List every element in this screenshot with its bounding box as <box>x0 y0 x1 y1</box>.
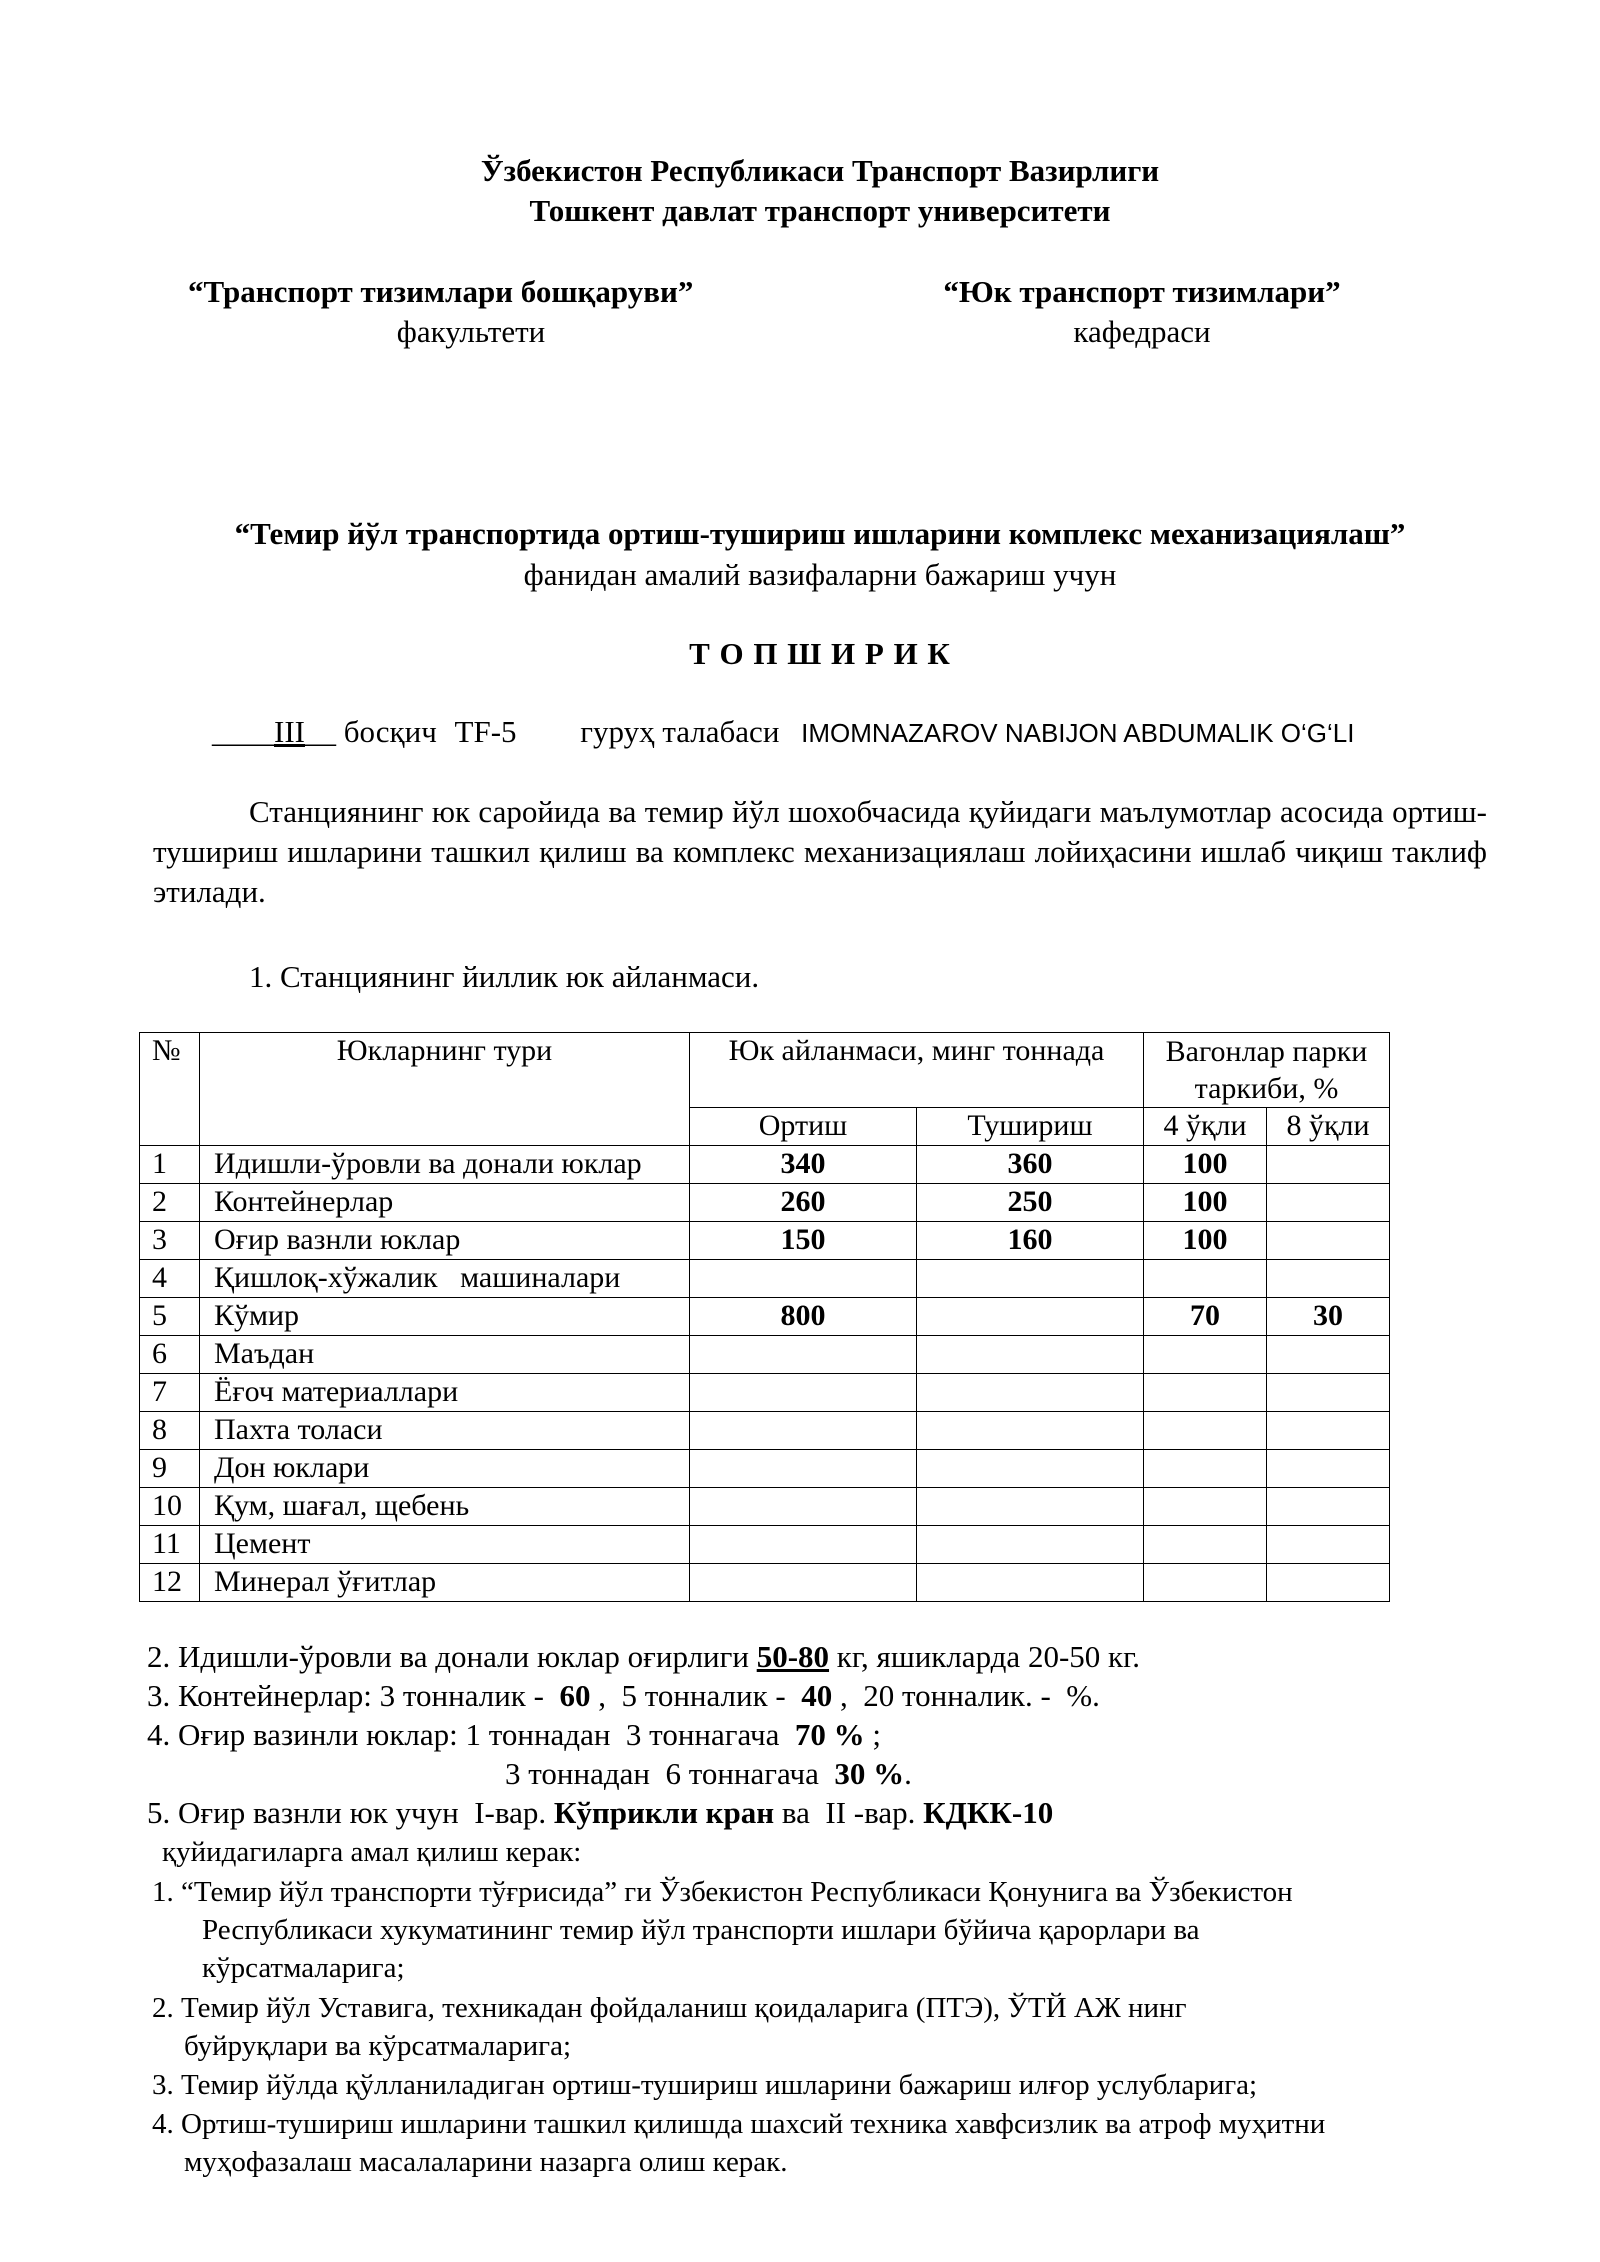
item-4-value-2: 30 % <box>834 1756 905 1791</box>
header-axle8: 8 ўқли <box>1267 1108 1390 1146</box>
row-load <box>690 1450 917 1488</box>
row-load <box>690 1564 917 1602</box>
faculty-name: “Транспорт тизимлари бошқаруви” <box>188 274 694 309</box>
row-cargo-name: Пахта толаси <box>200 1412 690 1450</box>
section-1-title: 1. Станциянинг йиллик юк айланмаси. <box>249 959 760 994</box>
row-no: 2 <box>140 1184 200 1222</box>
subject-subtitle: фанидан амалий вазифаларни бажариш учун <box>523 557 1117 592</box>
ministry-heading: Ўзбекистон Республикаси Транспорт Вазирлиги <box>480 153 1160 188</box>
row-load <box>690 1412 917 1450</box>
row-no: 10 <box>140 1488 200 1526</box>
row-cargo-name: Қум, шағал, щебень <box>200 1488 690 1526</box>
row-load: 150 <box>690 1222 917 1260</box>
stage-prefix: ____ <box>212 714 274 749</box>
item-2-suffix: кг, яшикларда 20-50 кг. <box>829 1639 1141 1674</box>
item-4-line-2 <box>505 1755 912 1793</box>
row-axle4 <box>1144 1564 1267 1602</box>
row-axle8: 30 <box>1267 1298 1390 1336</box>
item-5-crane-1: Кўприкли кран <box>553 1795 775 1830</box>
table-row <box>140 1526 1390 1564</box>
requirement-1-line-3: кўрсатмаларига; <box>202 1952 405 1984</box>
header-turnover: Юк айланмаси, минг тоннада <box>690 1033 1144 1108</box>
row-load <box>690 1260 917 1298</box>
row-no: 1 <box>140 1146 200 1184</box>
requirement-3-line-1: 3. Темир йўлда қўлланиладиган ортиш-тушириш ишларини бажариш илғор услубларига; <box>152 2069 1258 2101</box>
row-no: 6 <box>140 1336 200 1374</box>
row-no: 11 <box>140 1526 200 1564</box>
row-unload <box>917 1450 1144 1488</box>
requirement-4-line-1: 4. Ортиш-тушириш ишларини ташкил қилишда шахсий техника хавфсизлик ва атроф муҳитни <box>152 2108 1326 2140</box>
row-unload <box>917 1374 1144 1412</box>
row-axle8 <box>1267 1488 1390 1526</box>
intro-paragraph: Станциянинг юк саройида ва темир йўл шохобчасида қуйидаги маълумотлар асосида ортиш-тушириш ишларини ташкил қилиш ва комплекс механизациялаш лойиҳасини ишлаб чиқиш таклиф этилади. <box>153 794 1487 909</box>
row-axle4 <box>1144 1526 1267 1564</box>
row-cargo-name: Дон юклари <box>200 1450 690 1488</box>
table-row <box>140 1184 1390 1222</box>
row-unload <box>917 1298 1144 1336</box>
requirement-2-line-1: 2. Темир йўл Уставига, техникадан фойдаланиш қоидаларига (ПТЭ), ЎТЙ АЖ нинг <box>152 1992 1187 2024</box>
item-4-prefix: 4. Оғир вазинли юклар: 1 тоннадан 3 тоннагача <box>147 1717 795 1752</box>
requirement-1-line-2: Республикаси хукуматининг темир йўл транспорти ишлари бўйича қарорлари ва <box>202 1914 1200 1946</box>
row-axle4 <box>1144 1488 1267 1526</box>
stage-word: босқич <box>343 714 437 749</box>
requirement-1-line-1: 1. “Темир йўл транспорти тўғрисида” ги Ўзбекистон Республикаси Қонунига ва Ўзбекистон <box>152 1876 1293 1908</box>
item-3-value-3t: 60 <box>559 1678 591 1713</box>
department-name: “Юк транспорт тизимлари” <box>943 274 1341 309</box>
row-load <box>690 1488 917 1526</box>
item-3 <box>147 1677 1100 1715</box>
row-no: 8 <box>140 1412 200 1450</box>
subject-title: “Темир йўл транспортида ортиш-тушириш ишларини комплекс механизациялаш” <box>234 516 1406 551</box>
group-word: гуруҳ талабаси <box>580 714 780 749</box>
header-load: Ортиш <box>690 1108 917 1146</box>
row-axle8 <box>1267 1374 1390 1412</box>
row-unload: 360 <box>917 1146 1144 1184</box>
item-5-mid: ва II -вар. <box>774 1795 924 1830</box>
item-5-prefix: 5. Оғир вазнли юк учун I-вар. <box>147 1795 554 1830</box>
row-axle8 <box>1267 1564 1390 1602</box>
table-row <box>140 1488 1390 1526</box>
row-axle4: 100 <box>1144 1222 1267 1260</box>
stage-value: III <box>274 714 305 749</box>
row-axle4: 100 <box>1144 1146 1267 1184</box>
row-no: 9 <box>140 1450 200 1488</box>
row-cargo-name: Маъдан <box>200 1336 690 1374</box>
row-load <box>690 1526 917 1564</box>
row-unload <box>917 1488 1144 1526</box>
table-row <box>140 1374 1390 1412</box>
table-header-row <box>140 1033 1390 1108</box>
table-row <box>140 1564 1390 1602</box>
student-name: IMOMNAZAROV NABIJON ABDUMALIK O‘G‘LI <box>801 718 1355 748</box>
stage-suffix: __ <box>304 714 336 749</box>
row-axle4 <box>1144 1450 1267 1488</box>
row-load: 260 <box>690 1184 917 1222</box>
row-axle8 <box>1267 1260 1390 1298</box>
table-row <box>140 1260 1390 1298</box>
row-axle4 <box>1144 1336 1267 1374</box>
item-4-suffix-1: ; <box>864 1717 881 1752</box>
table-row <box>140 1222 1390 1260</box>
comply-line: қуйидагиларга амал қилиш керак: <box>162 1836 582 1868</box>
item-4-line-2-prefix: 3 тоннадан 6 тоннагача <box>505 1756 835 1791</box>
item-4-value-1: 70 % <box>794 1717 865 1752</box>
row-unload: 160 <box>917 1222 1144 1260</box>
row-unload <box>917 1564 1144 1602</box>
item-4 <box>147 1716 881 1754</box>
row-no: 3 <box>140 1222 200 1260</box>
row-load: 800 <box>690 1298 917 1336</box>
table-row <box>140 1450 1390 1488</box>
requirement-2-line-2: буйруқлари ва кўрсатмаларига; <box>184 2030 571 2062</box>
row-unload <box>917 1260 1144 1298</box>
row-cargo-name: Қишлоқ-хўжалик машиналари <box>200 1260 690 1298</box>
header-cargo-type: Юкларнинг тури <box>200 1033 690 1146</box>
cargo-turnover-table <box>139 1032 1390 1602</box>
faculty-label: факультети <box>396 314 546 349</box>
row-cargo-name: Оғир вазнли юклар <box>200 1222 690 1260</box>
row-axle8 <box>1267 1336 1390 1374</box>
row-no: 12 <box>140 1564 200 1602</box>
item-2-weight: 50-80 <box>756 1639 830 1674</box>
row-unload <box>917 1336 1144 1374</box>
row-axle8 <box>1267 1450 1390 1488</box>
item-4-suffix-2: . <box>904 1756 912 1791</box>
header-unload: Тушириш <box>917 1108 1144 1146</box>
row-cargo-name: Кўмир <box>200 1298 690 1336</box>
row-cargo-name: Контейнерлар <box>200 1184 690 1222</box>
row-axle4 <box>1144 1260 1267 1298</box>
item-3-value-5t: 40 <box>801 1678 833 1713</box>
table-row <box>140 1336 1390 1374</box>
row-cargo-name: Минерал ўғитлар <box>200 1564 690 1602</box>
row-axle8 <box>1267 1412 1390 1450</box>
table-row <box>140 1298 1390 1336</box>
requirement-4-line-2: муҳофазалаш масалаларини назарга олиш керак. <box>184 2146 788 2178</box>
row-unload <box>917 1526 1144 1564</box>
row-load <box>690 1374 917 1412</box>
department-label: кафедраси <box>1073 314 1211 349</box>
row-axle4 <box>1144 1412 1267 1450</box>
row-axle8 <box>1267 1184 1390 1222</box>
row-cargo-name: Цемент <box>200 1526 690 1564</box>
item-3-prefix: 3. Контейнерлар: 3 тонналик - <box>147 1678 560 1713</box>
row-axle4: 70 <box>1144 1298 1267 1336</box>
header-fleet: Вагонлар парки таркиби, % <box>1144 1033 1390 1108</box>
row-load <box>690 1336 917 1374</box>
row-unload <box>917 1412 1144 1450</box>
item-2 <box>147 1638 1140 1676</box>
item-3-mid: , 5 тонналик - <box>590 1678 802 1713</box>
table-row <box>140 1146 1390 1184</box>
group-code: TF-5 <box>454 714 517 749</box>
row-axle4 <box>1144 1374 1267 1412</box>
row-no: 4 <box>140 1260 200 1298</box>
row-no: 5 <box>140 1298 200 1336</box>
item-2-prefix: 2. Идишли-ўровли ва донали юклар оғирлиги <box>147 1639 757 1674</box>
row-axle8 <box>1267 1146 1390 1184</box>
row-load: 340 <box>690 1146 917 1184</box>
row-axle4: 100 <box>1144 1184 1267 1222</box>
header-no: № <box>140 1033 200 1146</box>
item-5 <box>147 1794 1053 1832</box>
student-line <box>212 713 1354 752</box>
header-axle4: 4 ўқли <box>1144 1108 1267 1146</box>
row-unload: 250 <box>917 1184 1144 1222</box>
row-cargo-name: Идишли-ўровли ва донали юклар <box>200 1146 690 1184</box>
university-heading: Тошкент давлат транспорт университети <box>529 193 1111 228</box>
item-3-suffix: , 20 тонналик. - %. <box>832 1678 1100 1713</box>
row-axle8 <box>1267 1222 1390 1260</box>
row-axle8 <box>1267 1526 1390 1564</box>
row-no: 7 <box>140 1374 200 1412</box>
item-5-crane-2: КДКК-10 <box>923 1795 1054 1830</box>
table-row <box>140 1412 1390 1450</box>
row-cargo-name: Ёғоч материаллари <box>200 1374 690 1412</box>
task-heading: Т О П Ш И Р И К <box>689 636 951 671</box>
